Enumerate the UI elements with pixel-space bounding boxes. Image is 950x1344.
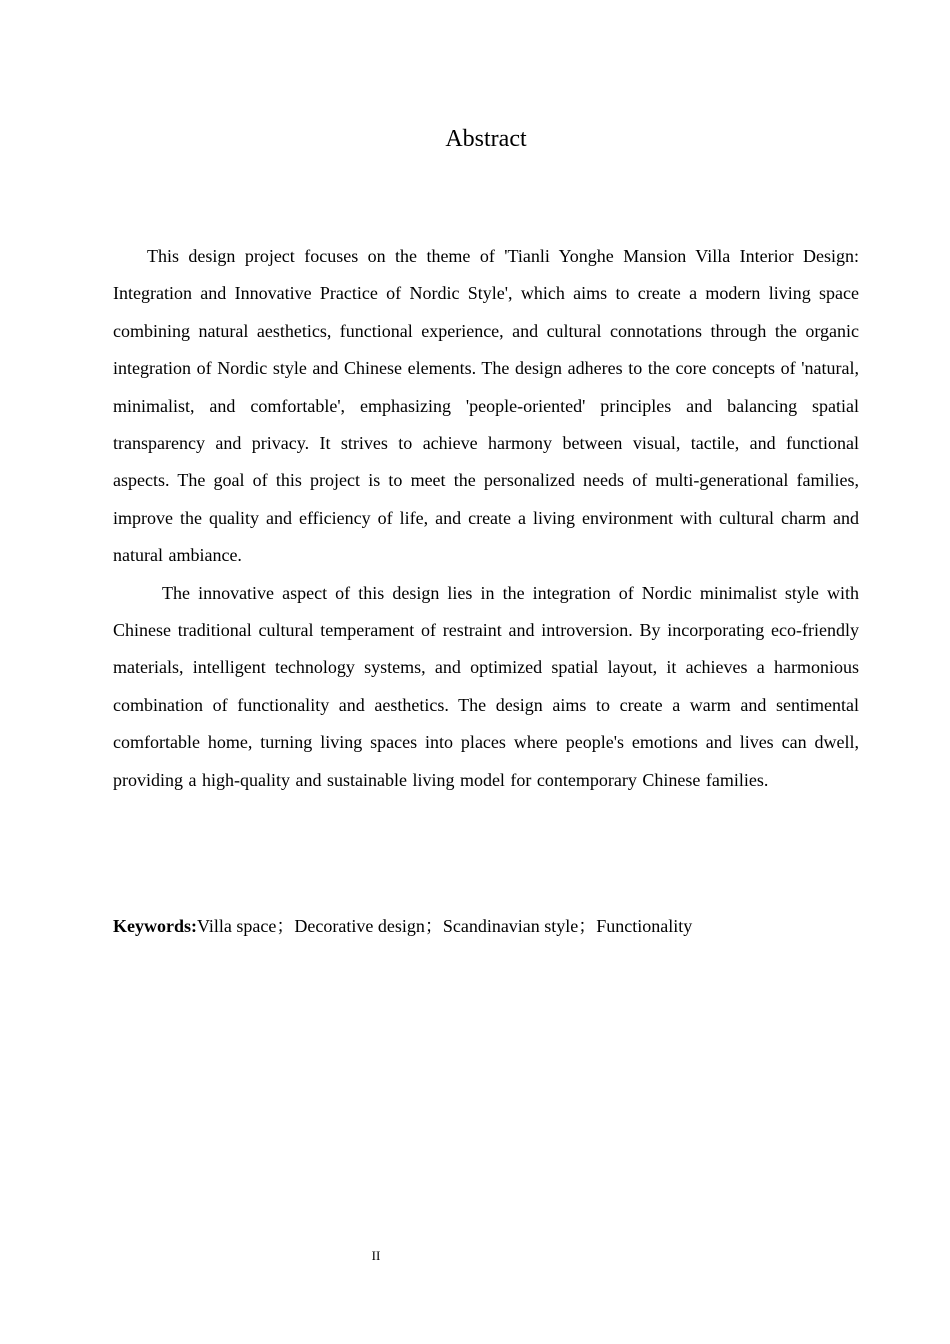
abstract-body — [113, 238, 859, 799]
keywords-list: Villa space；Decorative design；Scandinavian style；Functionality — [197, 916, 693, 936]
keywords-line — [113, 911, 873, 941]
page-title: Abstract — [445, 126, 527, 152]
abstract-paragraph-2: The innovative aspect of this design lies in the integration of Nordic minimalist style with Chinese traditional cultural temperament of restraint and introversion. By incorporating eco-friendly materials, intelligent technology systems, and optimized spatial layout, it achieves a harmonious combination of functionality and aesthetics. The design aims to create a warm and sentimental comfortable home, turning living spaces into places where people's emotions and lives can dwell, providing a high-quality and sustainable living model for contemporary Chinese families. — [113, 582, 859, 790]
page-number: II — [371, 1248, 381, 1263]
keywords-label: Keywords: — [113, 916, 197, 936]
abstract-paragraph-1: This design project focuses on the theme of 'Tianli Yonghe Mansion Villa Interior Design: Integration and Innovative Practice of Nordic Style', which aims to create a modern living space combining natural aesthetics, functional experience, and cultural connotations through the organic integration of Nordic style and Chinese elements. The design adheres to the core concepts of 'natural, minimalist, and comfortable', emphasizing 'people-oriented' principles and balancing spatial transparency and privacy. It strives to achieve harmony between visual, tactile, and functional aspects. The goal of this project is to meet the personalized needs of multi-generational families, improve the quality and efficiency of life, and create a living environment with cultural charm and natural ambiance. — [113, 246, 859, 566]
